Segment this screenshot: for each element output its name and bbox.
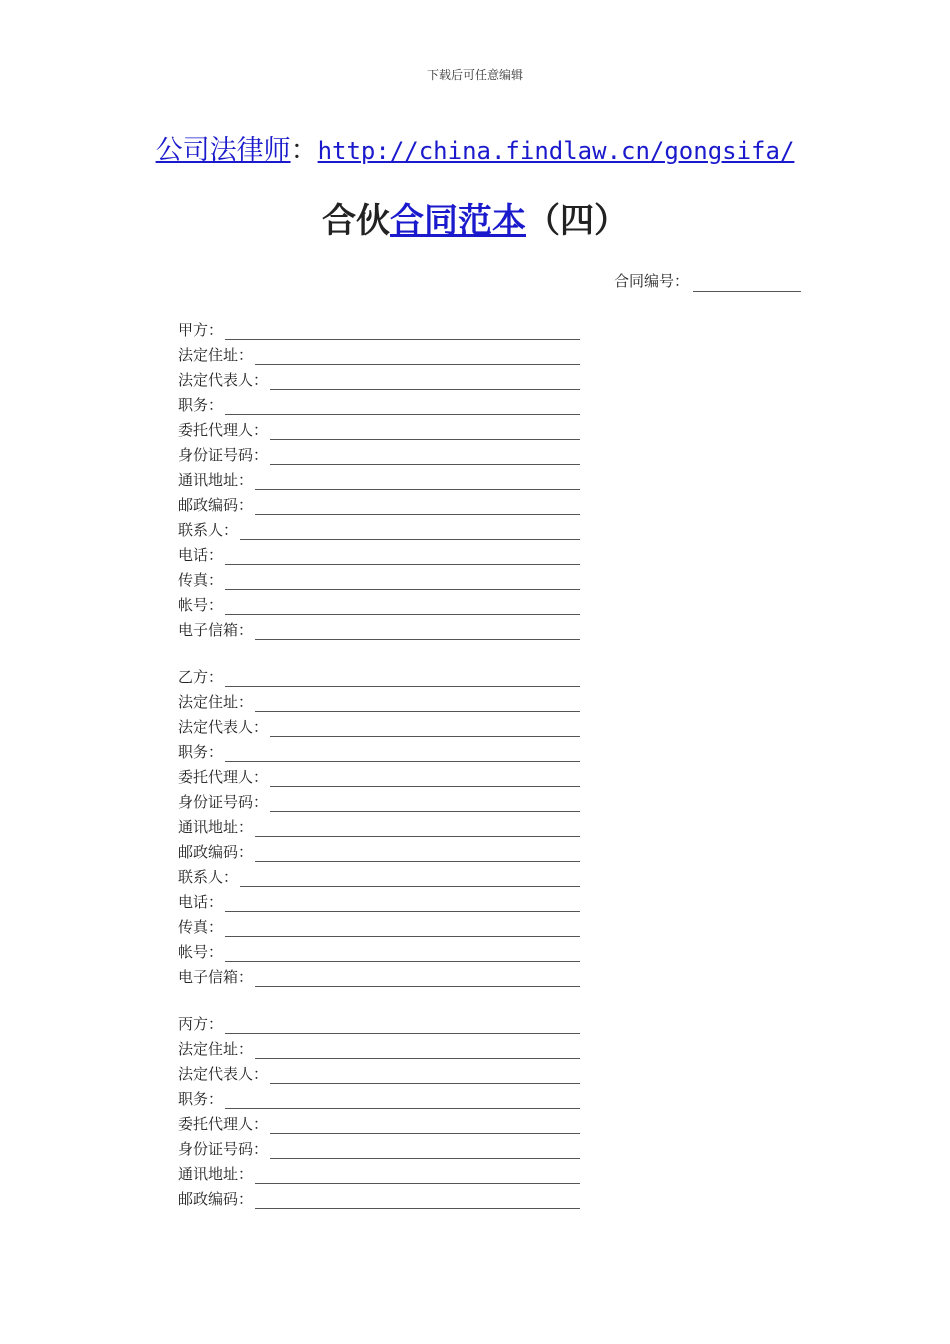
title-prefix: 合伙	[322, 201, 390, 241]
field-row	[178, 515, 580, 540]
field-label: 法定住址：	[178, 693, 254, 711]
field-row	[178, 812, 580, 837]
field-label: 电话：	[178, 893, 224, 911]
field-row	[178, 837, 580, 862]
field-blank[interactable]	[225, 547, 580, 565]
field-blank[interactable]	[225, 1016, 580, 1034]
field-label: 身份证号码：	[178, 1140, 269, 1158]
field-blank[interactable]	[225, 669, 580, 687]
field-blank[interactable]	[225, 572, 580, 590]
field-row	[178, 615, 580, 640]
field-label: 丙方：	[178, 1015, 224, 1033]
field-blank[interactable]	[255, 622, 580, 640]
field-label: 法定代表人：	[178, 718, 269, 736]
field-row	[178, 762, 580, 787]
field-label: 法定代表人：	[178, 1065, 269, 1083]
lawyer-link-colon: ：	[290, 135, 318, 166]
field-blank[interactable]	[255, 844, 580, 862]
field-label: 电子信箱：	[178, 621, 254, 639]
contract-number-blank[interactable]	[693, 275, 801, 292]
field-label: 联系人：	[178, 521, 239, 539]
title-suffix: （四）	[526, 201, 628, 241]
field-blank[interactable]	[270, 447, 580, 465]
field-blank[interactable]	[225, 944, 580, 962]
field-blank[interactable]	[270, 1141, 580, 1159]
field-row	[178, 415, 580, 440]
field-blank[interactable]	[270, 372, 580, 390]
field-row	[178, 490, 580, 515]
field-label: 法定代表人：	[178, 371, 269, 389]
field-label: 法定住址：	[178, 346, 254, 364]
field-blank[interactable]	[240, 522, 580, 540]
field-label: 身份证号码：	[178, 793, 269, 811]
field-label: 电子信箱：	[178, 968, 254, 986]
field-row	[178, 687, 580, 712]
party-block	[178, 315, 580, 640]
field-blank[interactable]	[270, 1116, 580, 1134]
field-blank[interactable]	[255, 472, 580, 490]
field-blank[interactable]	[255, 347, 580, 365]
field-label: 通讯地址：	[178, 471, 254, 489]
field-row	[178, 1059, 580, 1084]
field-blank[interactable]	[270, 1066, 580, 1084]
field-blank[interactable]	[225, 919, 580, 937]
field-blank[interactable]	[255, 1041, 580, 1059]
field-blank[interactable]	[255, 969, 580, 987]
field-row	[178, 1084, 580, 1109]
field-label: 委托代理人：	[178, 1115, 269, 1133]
field-blank[interactable]	[255, 1191, 580, 1209]
field-row	[178, 340, 580, 365]
field-row	[178, 315, 580, 340]
field-label: 乙方：	[178, 668, 224, 686]
field-blank[interactable]	[270, 769, 580, 787]
field-blank[interactable]	[255, 819, 580, 837]
field-label: 邮政编码：	[178, 843, 254, 861]
title-link[interactable]: 合同范本	[390, 201, 526, 241]
field-row	[178, 862, 580, 887]
field-row	[178, 565, 580, 590]
field-blank[interactable]	[255, 497, 580, 515]
field-label: 传真：	[178, 918, 224, 936]
field-label: 帐号：	[178, 943, 224, 961]
field-label: 职务：	[178, 396, 224, 414]
field-row	[178, 737, 580, 762]
header-note: 下载后可任意编辑	[426, 68, 523, 82]
field-row	[178, 590, 580, 615]
field-row	[178, 1034, 580, 1059]
field-row	[178, 1134, 580, 1159]
field-blank[interactable]	[225, 397, 580, 415]
field-label: 邮政编码：	[178, 1190, 254, 1208]
field-blank[interactable]	[255, 1166, 580, 1184]
contract-number-label: 合同编号：	[614, 272, 690, 290]
field-row	[178, 465, 580, 490]
field-label: 通讯地址：	[178, 818, 254, 836]
field-row	[178, 440, 580, 465]
field-row	[178, 662, 580, 687]
findlaw-url-link[interactable]: http://china.findlaw.cn/gongsifa/	[317, 137, 795, 165]
field-blank[interactable]	[225, 744, 580, 762]
lawyer-link[interactable]: 公司法律师	[155, 135, 291, 166]
field-label: 邮政编码：	[178, 496, 254, 514]
party-block	[178, 662, 580, 987]
field-row	[178, 1184, 580, 1209]
parties-section	[178, 315, 580, 1231]
field-row	[178, 365, 580, 390]
field-blank[interactable]	[255, 694, 580, 712]
field-blank[interactable]	[270, 422, 580, 440]
field-row	[178, 712, 580, 737]
field-blank[interactable]	[225, 894, 580, 912]
field-row	[178, 540, 580, 565]
contract-number	[614, 270, 801, 292]
field-label: 身份证号码：	[178, 446, 269, 464]
party-block	[178, 1009, 580, 1209]
field-blank[interactable]	[225, 597, 580, 615]
field-label: 委托代理人：	[178, 768, 269, 786]
field-label: 甲方：	[178, 321, 224, 339]
field-label: 职务：	[178, 743, 224, 761]
field-label: 通讯地址：	[178, 1165, 254, 1183]
field-row	[178, 887, 580, 912]
field-row	[178, 962, 580, 987]
field-row	[178, 1009, 580, 1034]
field-label: 委托代理人：	[178, 421, 269, 439]
field-row	[178, 937, 580, 962]
field-label: 电话：	[178, 546, 224, 564]
field-label: 联系人：	[178, 868, 239, 886]
field-blank[interactable]	[240, 869, 580, 887]
lawyer-link-line	[0, 131, 950, 171]
field-blank[interactable]	[270, 719, 580, 737]
page-title	[0, 198, 950, 244]
field-blank[interactable]	[270, 794, 580, 812]
field-row	[178, 390, 580, 415]
field-blank[interactable]	[225, 322, 580, 340]
field-label: 传真：	[178, 571, 224, 589]
field-row	[178, 787, 580, 812]
field-row	[178, 1159, 580, 1184]
field-row	[178, 1109, 580, 1134]
field-blank[interactable]	[225, 1091, 580, 1109]
field-label: 职务：	[178, 1090, 224, 1108]
field-label: 法定住址：	[178, 1040, 254, 1058]
field-label: 帐号：	[178, 596, 224, 614]
field-row	[178, 912, 580, 937]
